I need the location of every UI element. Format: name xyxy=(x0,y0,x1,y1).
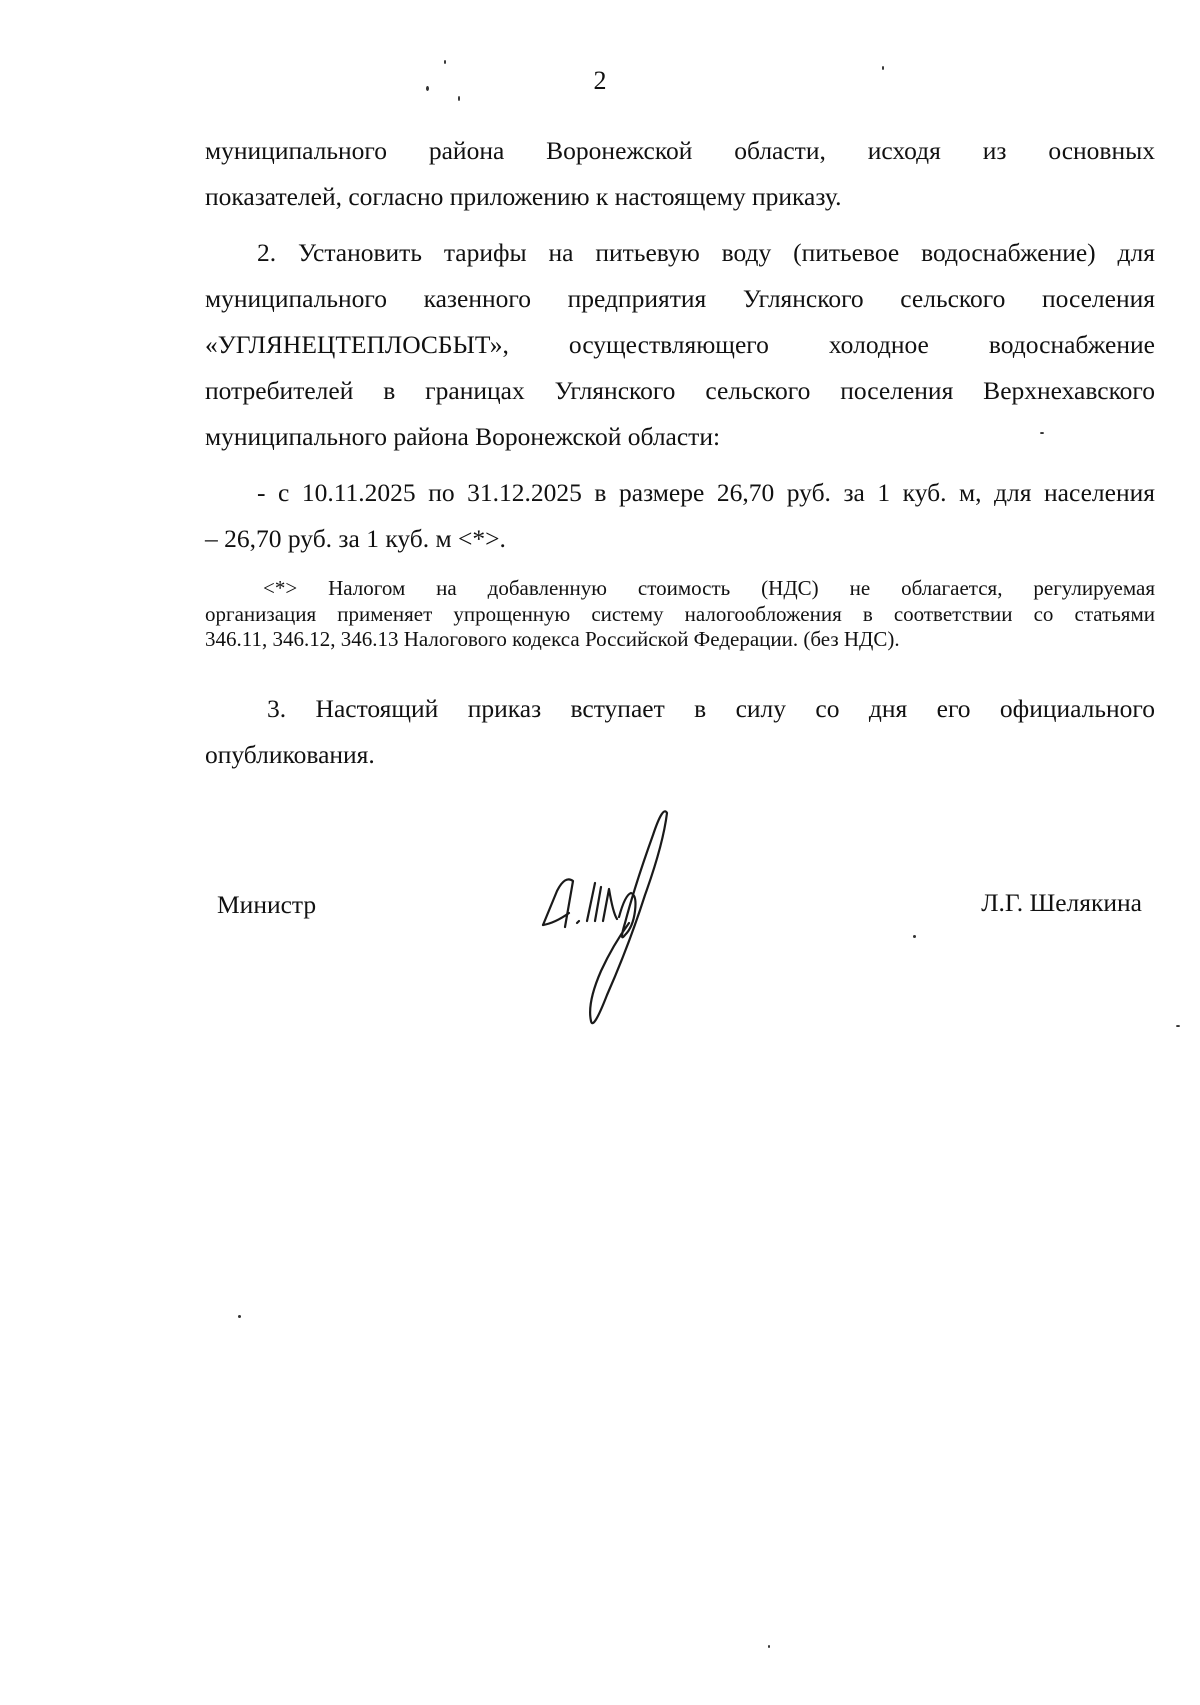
footnote xyxy=(205,576,1155,653)
paragraph-line: муниципального казенного предприятия Углянского сельского поселения xyxy=(205,284,1155,313)
scan-speck xyxy=(444,60,446,64)
footnote-line: <*> Налогом на добавленную стоимость (НДС) не облагается, регулируемая xyxy=(263,576,1155,600)
scan-speck xyxy=(1040,432,1044,434)
paragraph-line: 2. Установить тарифы на питьевую воду (питьевое водоснабжение) для xyxy=(257,238,1155,267)
scan-speck xyxy=(768,1645,770,1648)
paragraph-line: потребителей в границах Углянского сельского поселения Верхнехавского xyxy=(205,376,1155,405)
paragraph-2 xyxy=(205,230,1155,460)
paragraph-1 xyxy=(205,128,1155,220)
scan-speck xyxy=(238,1315,241,1318)
scan-speck xyxy=(882,66,884,70)
paragraph-line: муниципального района Воронежской области: xyxy=(205,422,721,451)
footnote-line: организация применяет упрощенную систему налогообложения в соответствии со статьями xyxy=(205,601,1155,626)
paragraph-line: – 26,70 руб. за 1 куб. м <*>. xyxy=(205,524,506,553)
scan-speck xyxy=(1176,1025,1180,1027)
page-number: 2 xyxy=(593,66,607,95)
signatory-name: Л.Г. Шелякина xyxy=(981,888,1142,917)
paragraph-line: «УГЛЯНЕЦТЕПЛОСБЫТ», осуществляющего холодное водоснабжение xyxy=(205,330,1155,359)
tariff-paragraph xyxy=(205,470,1155,562)
paragraph-line: - с 10.11.2025 по 31.12.2025 в размере 26,70 руб. за 1 куб. м, для населения xyxy=(257,478,1155,507)
footnote-line: 346.11, 346.12, 346.13 Налогового кодекса Российской Федерации. (без НДС). xyxy=(205,627,900,651)
scan-speck xyxy=(913,935,916,938)
paragraph-3 xyxy=(205,686,1155,778)
paragraph-line: 3. Настоящий приказ вступает в силу со дня его официального xyxy=(267,694,1155,723)
paragraph-line: показателей, согласно приложению к настоящему приказу. xyxy=(205,182,842,211)
paragraph-line: муниципального района Воронежской области, исходя из основных xyxy=(205,136,1155,165)
signatory-title: Министр xyxy=(217,890,317,919)
scan-speck xyxy=(458,96,460,101)
paragraph-line: опубликования. xyxy=(205,740,375,769)
scan-speck xyxy=(426,86,429,91)
handwritten-signature xyxy=(535,795,695,1040)
